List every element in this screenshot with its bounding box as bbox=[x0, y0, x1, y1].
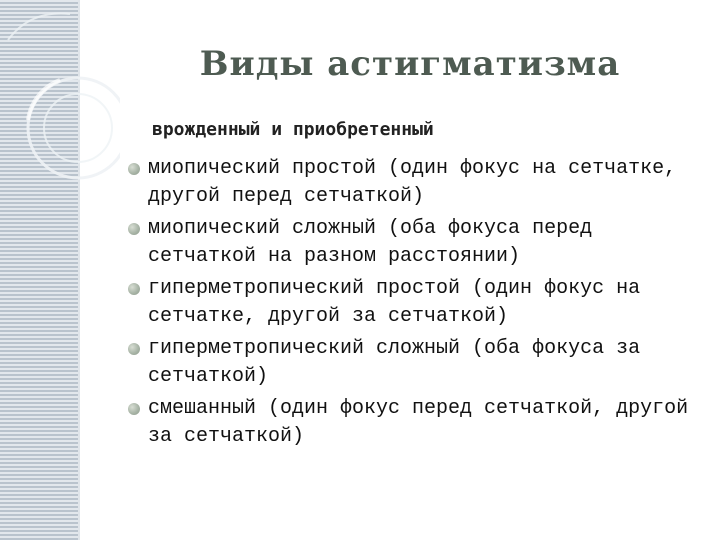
round-bullet-icon bbox=[128, 163, 140, 175]
bullet-list bbox=[128, 155, 698, 455]
list-item bbox=[128, 215, 698, 271]
slide-subtitle: врожденный и приобретенный bbox=[152, 119, 434, 140]
bullet-text: гиперметропический простой (один фокус на сетчатке, другой за сетчаткой) bbox=[148, 277, 641, 328]
list-item bbox=[128, 275, 698, 331]
swirl-decoration bbox=[0, 0, 120, 200]
bullet-text: миопический сложный (оба фокуса перед сетчаткой на разном расстоянии) bbox=[148, 217, 593, 268]
bullet-text: гиперметропический сложный (оба фокуса за сетчаткой) bbox=[148, 337, 641, 388]
round-bullet-icon bbox=[128, 343, 140, 355]
slide-title: Виды астигматизма bbox=[199, 44, 621, 84]
bullet-text: миопический простой (один фокус на сетчатке, другой перед сетчаткой) bbox=[148, 157, 677, 208]
round-bullet-icon bbox=[128, 283, 140, 295]
list-item bbox=[128, 335, 698, 391]
bullet-text: смешанный (один фокус перед сетчаткой, другой за сетчаткой) bbox=[148, 397, 689, 448]
list-item bbox=[128, 155, 698, 211]
round-bullet-icon bbox=[128, 403, 140, 415]
list-item bbox=[128, 395, 698, 451]
round-bullet-icon bbox=[128, 223, 140, 235]
